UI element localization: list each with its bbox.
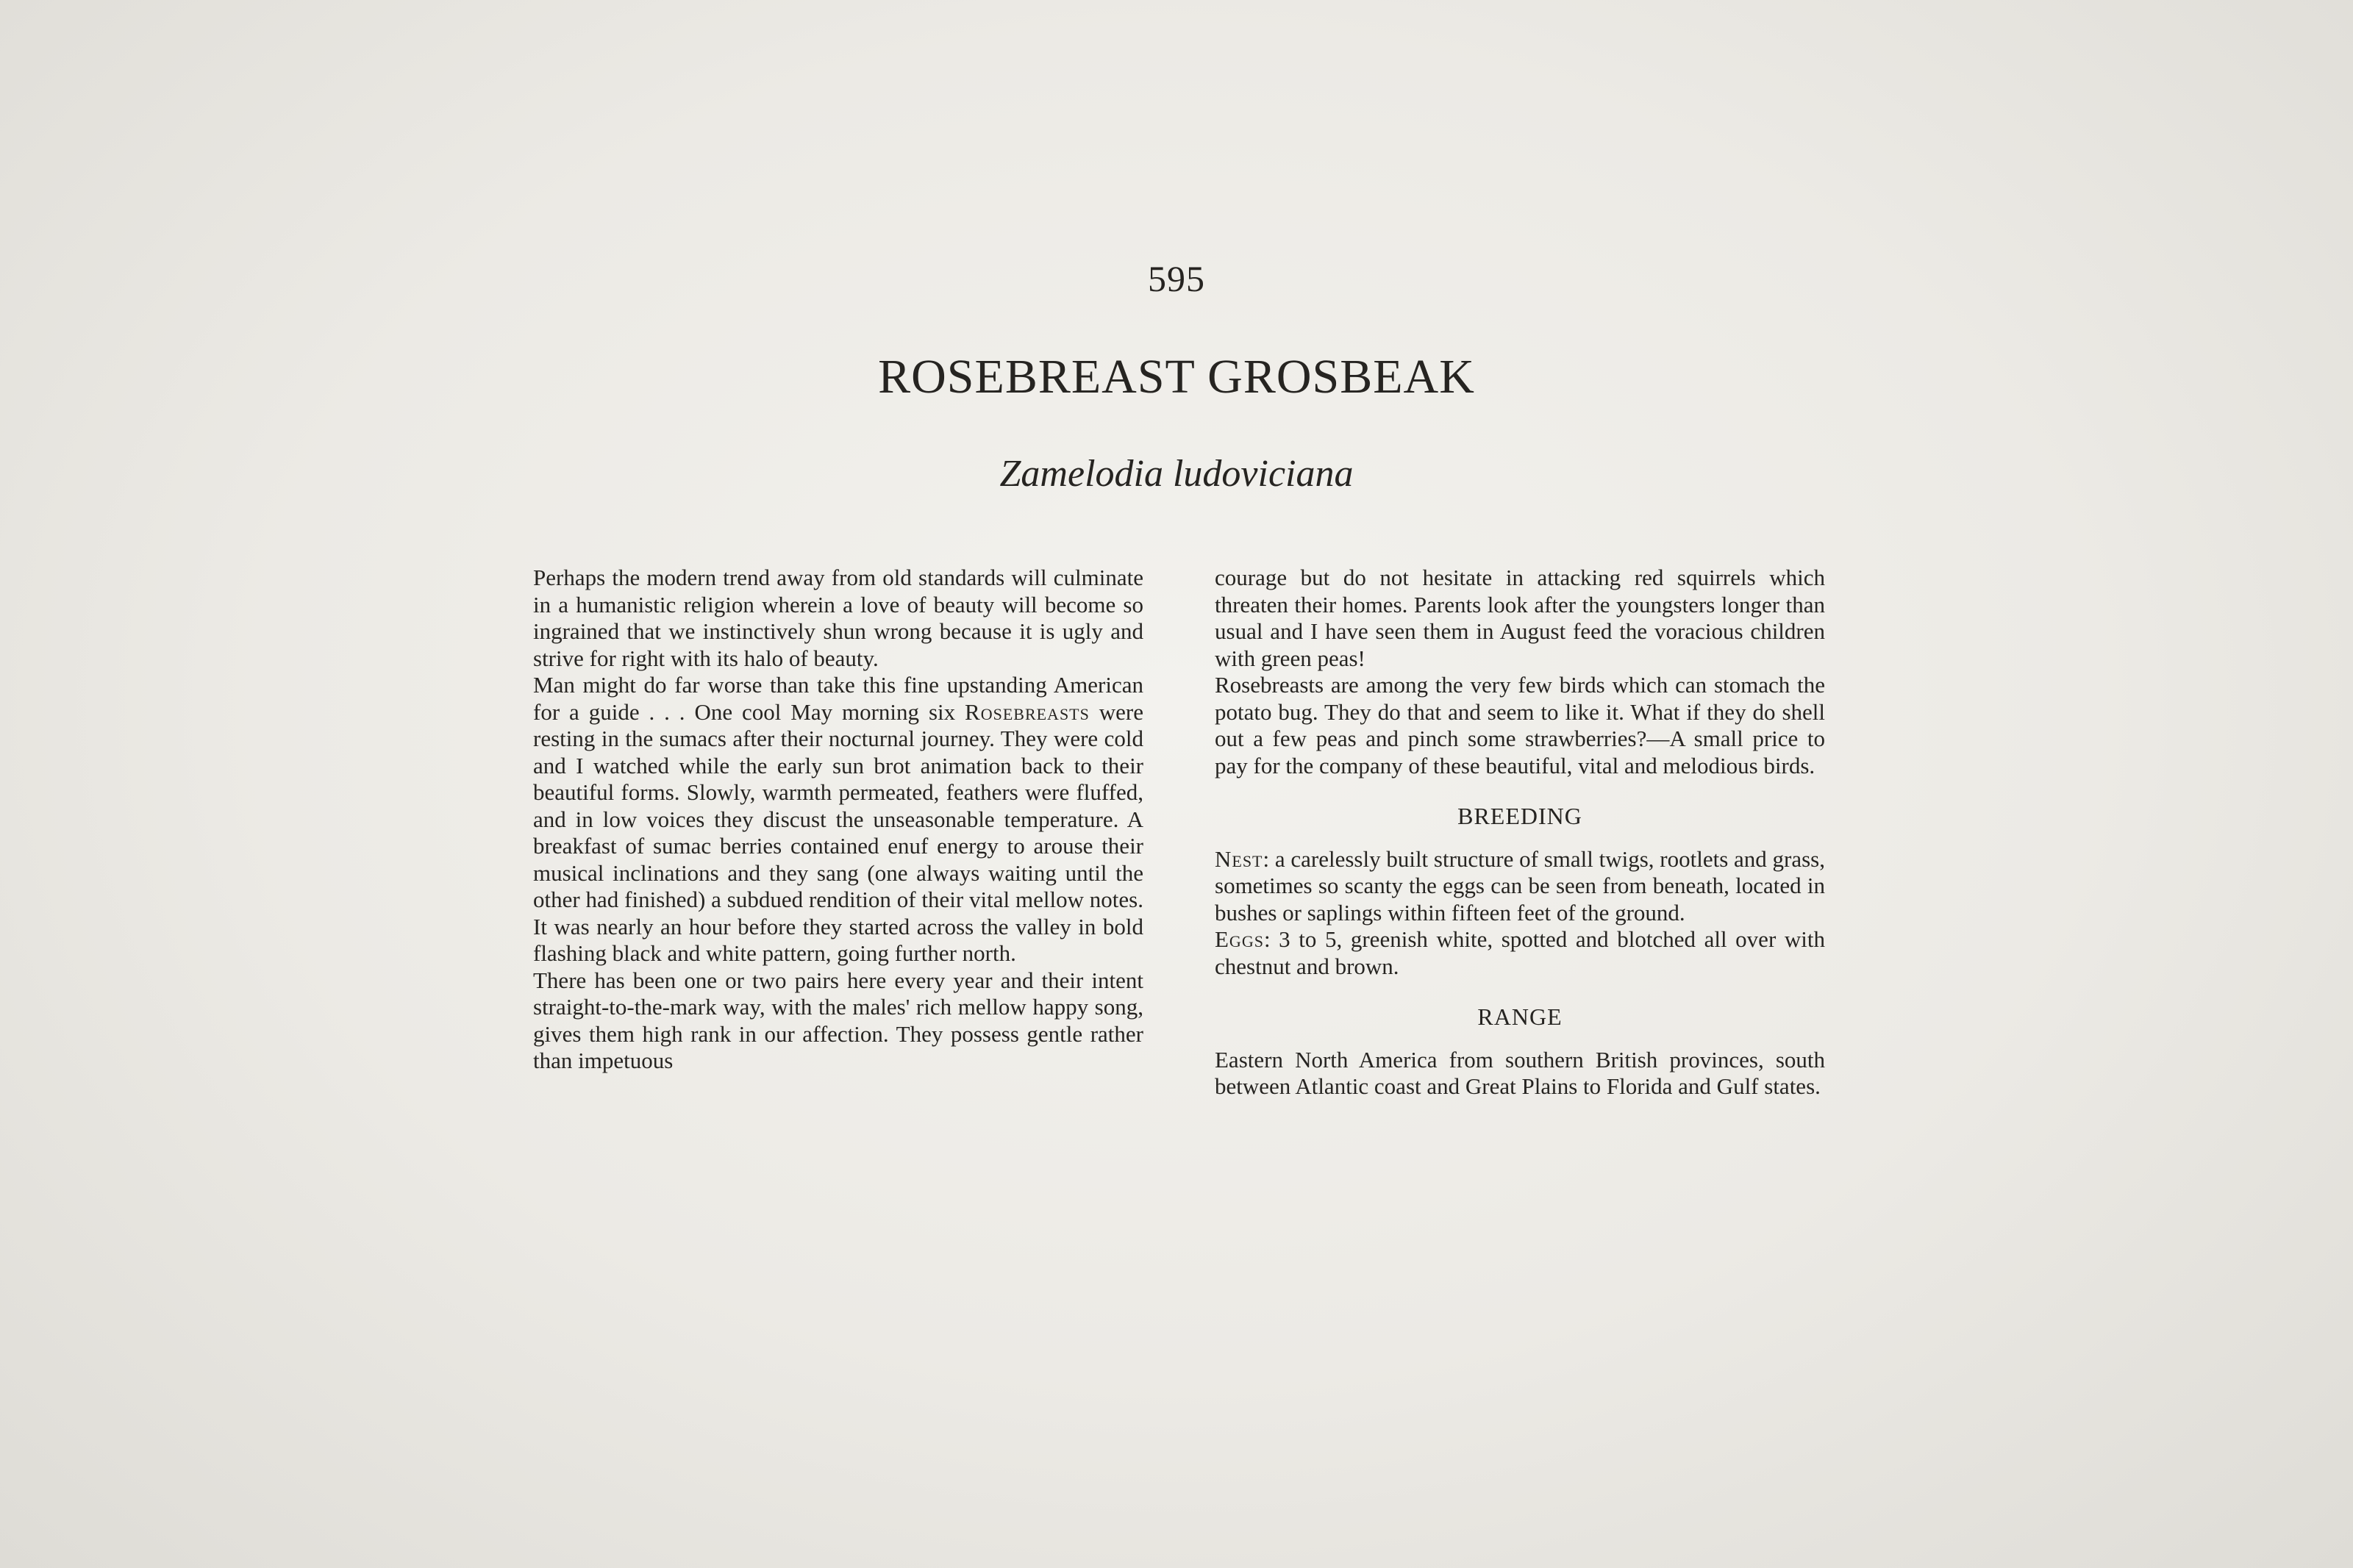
breeding-section: [1215, 846, 1825, 981]
left-paragraph-2-end: were resting in the sumacs after their nocturnal journey. They were cold and I watched while the early sun brot animation back to their beautiful forms. Slowly, warmth permeated, feathers were fluffed, and in low voices they discust the unseasonable temperature. A breakfast of sumac berries contained enuf energy to arouse their musical inclinations and they sang (one always waiting until the other had finished) a subdued rendition of their vital mellow notes. It was nearly an hour before they started across the valley in bold flashing black and white pattern, going further north.: [533, 698, 1143, 966]
range-heading: RANGE: [1477, 1003, 1563, 1030]
left-paragraph-1: Perhaps the modern trend away from old standards will culminate in a humanistic religion wherein a love of beauty will become so ingrained that we instinctively shun wrong because it is ugly and strive for right with its halo of beauty.: [533, 565, 1143, 671]
page-number: 595: [1148, 258, 1205, 299]
page-title: ROSEBREAST GROSBEAK: [878, 350, 1475, 404]
right-paragraph-1: courage but do not hesitate in attacking red squirrels which threaten their homes. Parents look after the youngsters longer than usual and I have seen them in August feed the voracious children with green peas!: [1215, 565, 1825, 671]
range-text: Eastern North America from southern British provinces, south between Atlantic coast and Great Plains to Florida and Gulf states.: [1215, 1046, 1825, 1099]
eggs-label: Eggs: [1215, 926, 1264, 952]
eggs-entry: [1215, 926, 1825, 980]
nest-entry: [1215, 846, 1825, 927]
right-column: [1215, 565, 1825, 1100]
rosebreasts-smallcaps: Rosebreasts: [965, 698, 1090, 725]
eggs-text: : 3 to 5, greenish white, spotted and blotched all over with chestnut and brown.: [1215, 926, 1825, 979]
breeding-heading: BREEDING: [1457, 803, 1582, 829]
left-paragraph-2-start: Man might do far worse than take this fine upstanding American for a guide . . . One cool May morning six: [533, 672, 1143, 725]
left-paragraph-2: [533, 672, 1143, 967]
nest-label: Nest: [1215, 845, 1263, 872]
right-paragraph-2: Rosebreasts are among the very few birds which can stomach the potato bug. They do that and seem to like it. What if they do shell out a few peas and pinch some strawberries?—A small price to pay for the company of these beautiful, vital and melodious birds.: [1215, 672, 1825, 778]
left-paragraph-3: There has been one or two pairs here every year and their intent straight-to-the-mark way, with the males' rich mellow happy song, gives them high rank in our affection. They possess gentle rather than impetuous: [533, 967, 1143, 1073]
scientific-name: Zamelodia ludoviciana: [999, 453, 1354, 495]
left-column: [533, 565, 1143, 1075]
nest-text: : a carelessly built structure of small twigs, rootlets and grass, sometimes so scanty the eggs can be seen from beneath, located in bushes or saplings within fifteen feet of the ground.: [1215, 845, 1825, 926]
